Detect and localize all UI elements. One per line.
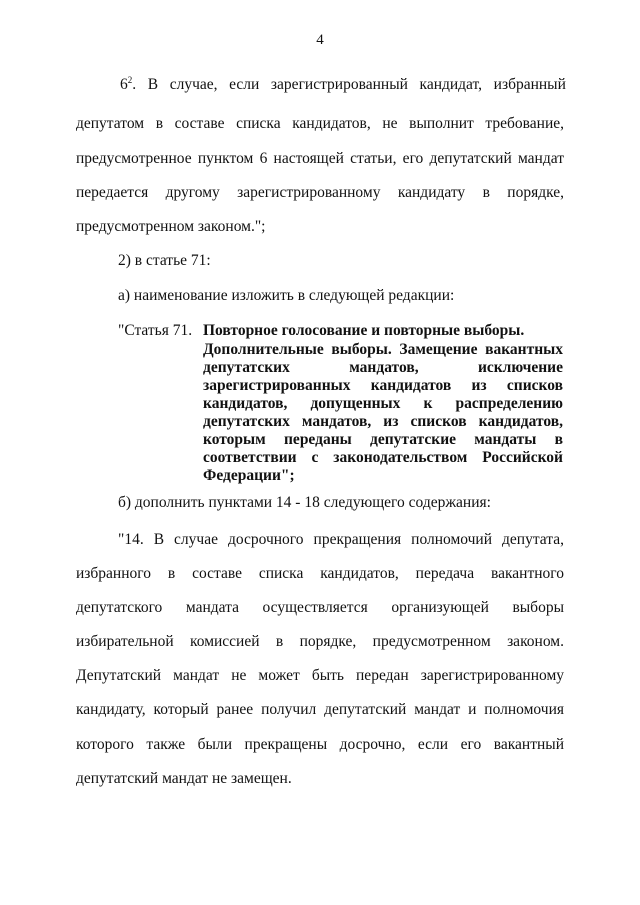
item-b: б) дополнить пунктами 14 - 18 следующего содержания: [118,494,491,511]
article-title-line: которым переданы депутатские мандаты в [203,431,563,448]
paragraph-line: которого также были прекращены досрочно, если его вакантный [76,736,564,753]
article-title-line: Повторное голосование и повторные выборы. [203,322,525,339]
paragraph-line: передается другому зарегистрированному кандидату в порядке, [76,184,564,201]
paragraph-line: избирательной комиссией в порядке, предусмотренном законом. [76,633,564,650]
paragraph-line: избранного в составе списка кандидатов, передача вакантного [76,565,564,582]
article-title-line: Федерации"; [203,467,295,484]
paragraph-line: "14. В случае досрочного прекращения полномочий депутата, [118,531,564,548]
article-title-line: зарегистрированных кандидатов из списков [203,377,563,394]
paragraph-number: 6 [120,76,128,93]
item-a: а) наименование изложить в следующей редакции: [118,287,455,304]
paragraph-line [120,75,564,94]
paragraph-line: кандидату, который ранее получил депутатский мандат и полномочия [76,701,564,718]
paragraph-text: . В случае, если зарегистрированный кандидат, избранный [132,76,566,93]
paragraph-line: депутатом в составе списка кандидатов, не выполнит требование, [76,115,564,132]
item-2: 2) в статье 71: [118,252,211,269]
article-title-line: депутатских мандатов, из списков кандидатов, [203,413,563,430]
article-title-line: Дополнительные выборы. Замещение вакантных [203,341,563,358]
article-title-line: кандидатов, допущенных к распределению [203,395,563,412]
paragraph-line: предусмотренном законом."; [76,218,266,235]
paragraph-line: Депутатский мандат не может быть передан зарегистрированному [76,667,564,684]
article-title-line: соответствии с законодательством Российской [203,449,563,466]
paragraph-line: предусмотренное пунктом 6 настоящей статьи, его депутатский мандат [76,150,564,167]
article-title-line: депутатских мандатов, исключение [203,359,563,376]
paragraph-number-superscript: 2 [127,75,133,85]
paragraph-line: депутатский мандат не замещен. [76,770,292,787]
article-prefix: "Статья 71. [118,322,193,339]
paragraph-line: депутатского мандата осуществляется организующей выборы [76,599,564,616]
page-number: 4 [316,32,324,48]
